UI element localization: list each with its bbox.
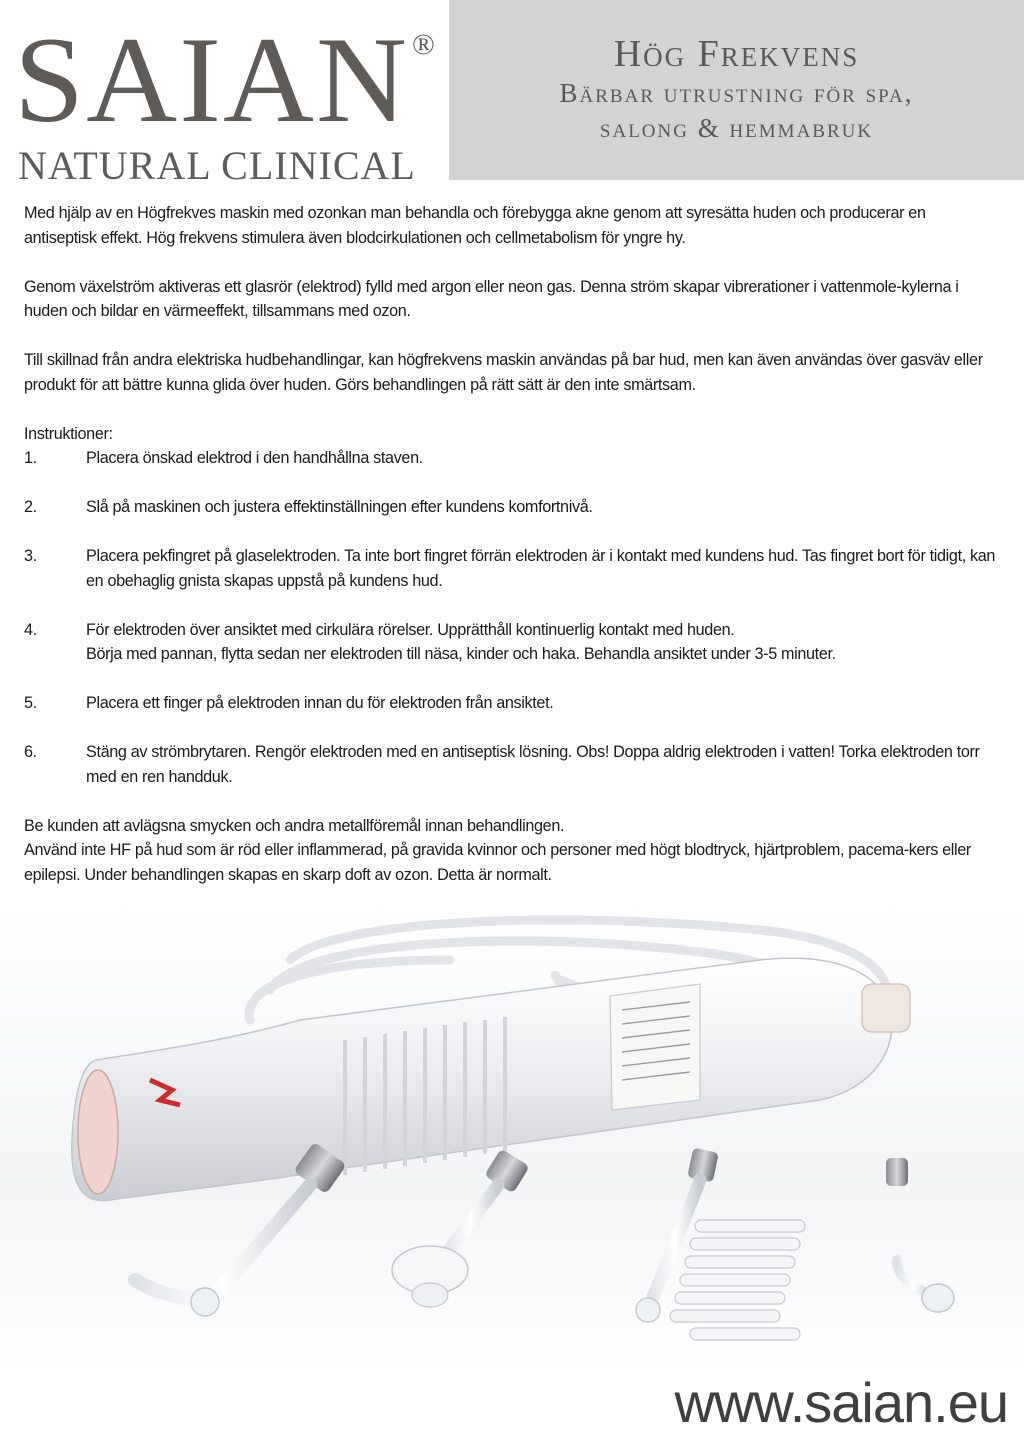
step-text: Stäng av strömbrytaren. Rengör elektroden med en antiseptisk lösning. Obs! Doppa aldrig elektroden i vatten! Torka elektroden torr med en ren handduk.: [86, 743, 980, 786]
closing-paragraph-1: Be kunden att avlägsna smycken och andra metallföremål innan behandlingen.: [24, 816, 565, 835]
step-number: 4.: [24, 620, 37, 639]
page-title: Hög Frekvens: [613, 33, 860, 75]
brand-subtitle: NATURAL CLINICAL: [18, 143, 416, 188]
step-text: [86, 618, 996, 667]
intro-paragraph-3: Till skillnad från andra elektriska hudbehandlingar, kan högfrekvens maskin användas på bar hud, men kan även användas över gasväv eller produkt för att bättre kunna glida över huden. Görs behandlingen på rätt sätt är den inte smärtsam.: [24, 351, 983, 394]
product-illustration: [0, 900, 1024, 1370]
instruction-step: [24, 544, 996, 593]
step-text-line2: Börja med pannan, flytta sedan ner elektroden till näsa, kinder och haka. Behandla ansiktet under 3-5 minuter.: [86, 645, 836, 663]
brand-name: SAIAN: [14, 12, 410, 149]
step-text: Slå på maskinen och justera effektinställningen efter kundens komfortnivå.: [86, 498, 593, 516]
instructions-list: [24, 446, 996, 789]
step-text: Placera pekfingret på glaselektroden. Ta inte bort fingret förrän elektroden är i kontakt med kundens hud. Tas fingret bort för tidigt, kan en obehaglig gnista skapas uppstå på kundens hud.: [86, 547, 996, 590]
page-subtitle: [449, 76, 1024, 146]
step-text: Placera önskad elektrod i den handhållna staven.: [86, 449, 423, 467]
step-number: 5.: [24, 694, 37, 712]
page-subtitle-line1: Bärbar utrustning för spa,: [559, 78, 914, 108]
closing-paragraph-2: Använd inte HF på hud som är röd eller inflammerad, på gravida kvinnor och personer med högt blodtryck, hjärtproblem, pacema-kers eller epilepsi. Under behandlingen skapas en skarp doft av ozon. Detta är normalt.: [24, 841, 971, 884]
instruction-step: [24, 691, 996, 716]
website-url: www.saian.eu: [674, 1371, 1008, 1434]
step-text: Placera ett finger på elektroden innan du för elektroden från ansiktet.: [86, 694, 554, 712]
step-text-line1: För elektroden över ansiktet med cirkulära rörelser. Upprätthåll kontinuerlig kontakt med huden.: [86, 620, 735, 639]
intro-paragraph-1: Med hjälp av en Högfrekves maskin med ozonkan man behandla och förebygga akne genom att syresätta huden och producerar en antiseptisk effekt. Hög frekvens stimulera även blodcirkulationen och cellmetabolism för yngre hy.: [24, 204, 926, 247]
intro-paragraph-2: Genom växelström aktiveras ett glasrör (elektrod) fylld med argon eller neon gas. Denna ström skapar vibrerationer i vattenmole-kylerna i huden och bildar en värmeeffekt, tillsammans med ozon.: [24, 277, 959, 320]
instruction-step: [24, 495, 996, 520]
brand-logo: [14, 12, 444, 188]
step-number: 1.: [24, 449, 37, 467]
instruction-step: [24, 618, 996, 667]
page-subtitle-line2: salong & hemmabruk: [599, 113, 874, 143]
instructions-heading: Instruktioner:: [24, 424, 113, 443]
document-body: [24, 201, 996, 887]
step-number: 2.: [24, 498, 37, 516]
instruction-step: [24, 446, 996, 471]
step-number: 3.: [24, 547, 37, 565]
header-banner: [449, 0, 1024, 180]
registered-mark: ®: [412, 28, 435, 61]
step-number: 6.: [24, 743, 37, 761]
instruction-step: [24, 740, 996, 789]
